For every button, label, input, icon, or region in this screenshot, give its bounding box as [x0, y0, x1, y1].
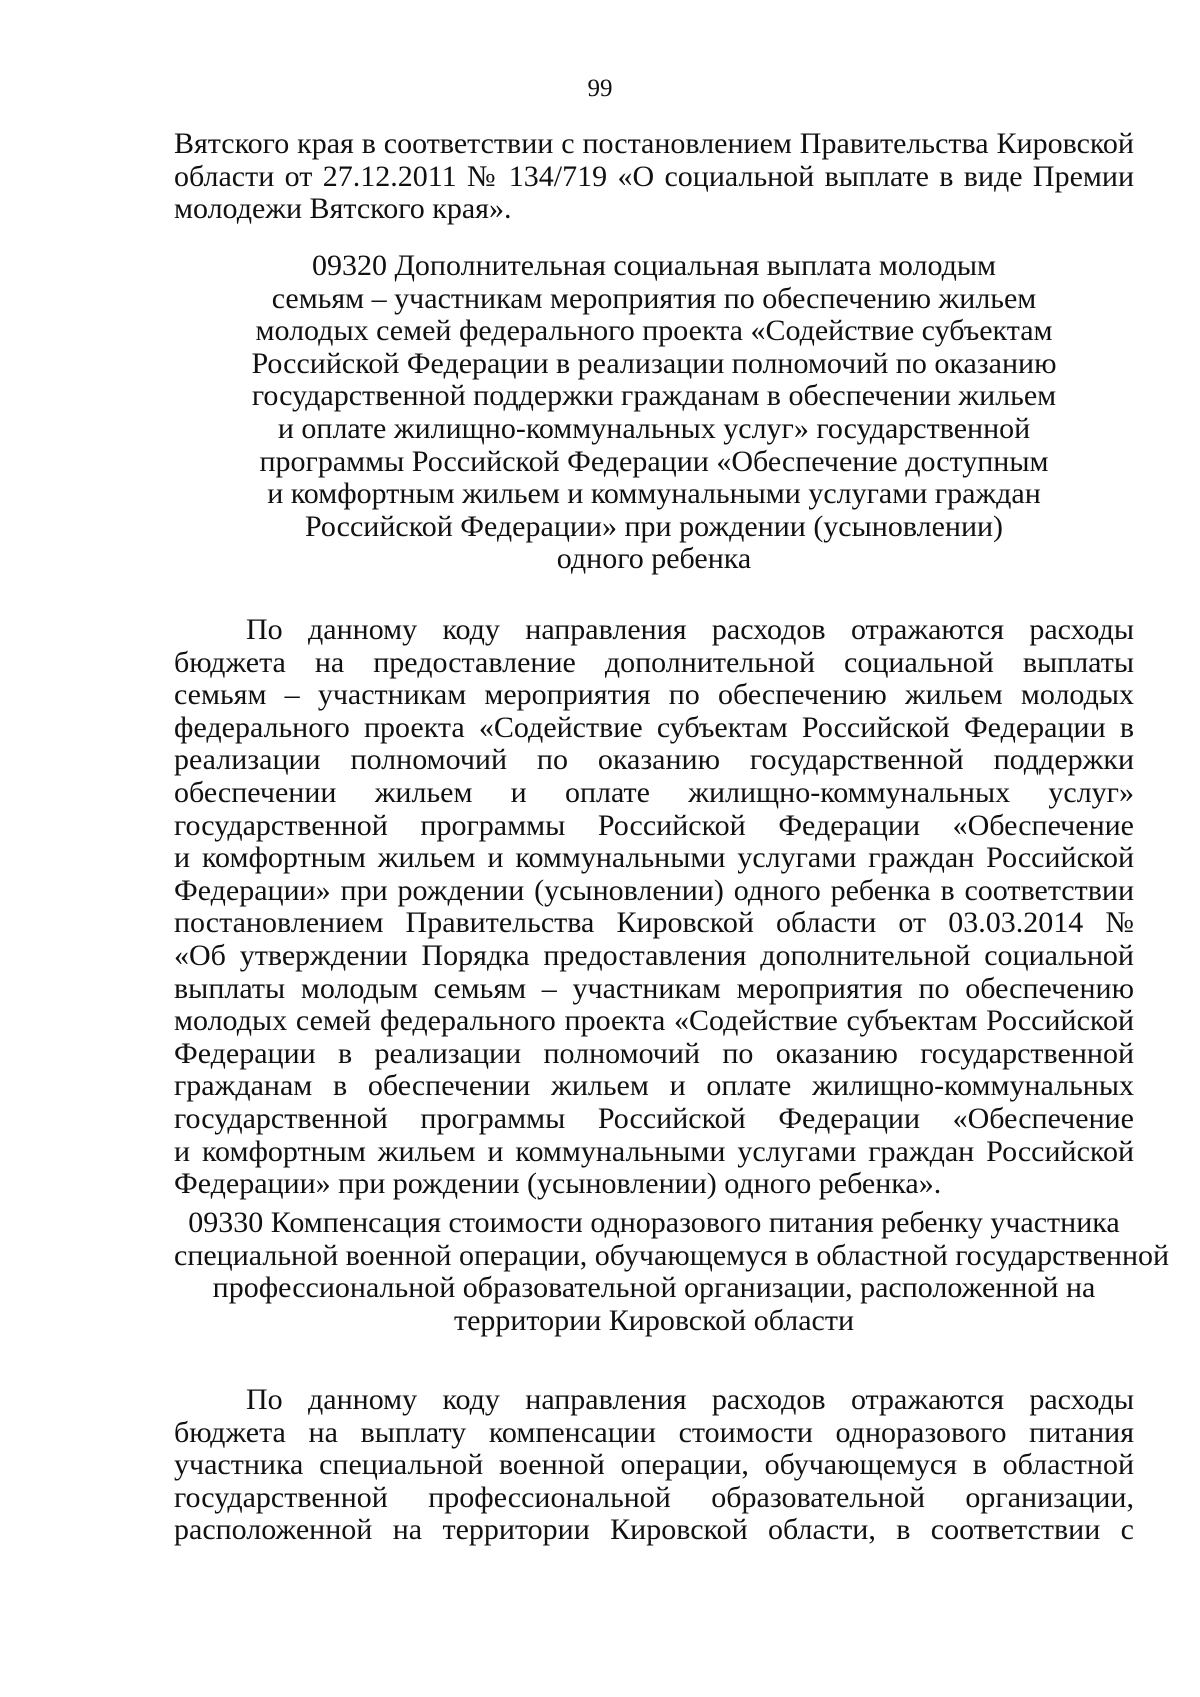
text-line: области от 27.12.2011 № 134/719 «О социальной выплате в виде Премии	[174, 160, 1134, 193]
heading-line: семьям – участникам мероприятия по обеспечению жильем	[271, 281, 1037, 315]
text-line: молодежи Вятского края».	[174, 192, 512, 226]
heading-line: 09330 Компенсация стоимости одноразового питания ребенку участника	[188, 1206, 1120, 1239]
text-line: федерального проекта «Содействие субъектам Российской Федерации в	[174, 711, 1134, 744]
text-line: Федерации» при рождении (усыновлении) одного ребенка».	[174, 1167, 942, 1201]
heading-line: программы Российской Федерации «Обеспечение доступным	[259, 444, 1049, 478]
text-line: государственной программы Российской Федерации «Обеспечение	[174, 1102, 1134, 1135]
text-line: Федерации в реализации полномочий по оказанию государственной	[174, 1037, 1134, 1070]
text-line: По данному коду направления расходов отражаются расходы	[246, 1384, 1134, 1416]
intro-paragraph	[174, 128, 1134, 226]
heading-line: территории Кировской области	[453, 1303, 855, 1337]
text-line: По данному коду направления расходов отражаются расходы	[246, 614, 1134, 646]
text-line: и комфортным жильем и коммунальными услугами граждан Российской	[174, 842, 1134, 875]
heading-line: специальной военной операции, обучающемуся в областной государственной	[174, 1238, 1170, 1272]
text-line: семьям – участникам мероприятия по обеспечению жильем молодых	[174, 679, 1134, 712]
text-line: бюджета на выплату компенсации стоимости одноразового питания	[174, 1416, 1134, 1449]
text-line: государственной программы Российской Федерации «Обеспечение	[174, 809, 1134, 842]
heading-line: профессиональной образовательной организации, расположенной на	[212, 1271, 1096, 1305]
section-paragraph-09330	[174, 1384, 1134, 1547]
text-line: постановлением Правительства Кировской области от 03.03.2014 №	[174, 907, 1134, 940]
text-line: молодых семей федерального проекта «Содействие субъектам Российской	[174, 1005, 1134, 1038]
text-line: участника специальной военной операции, обучающемуся в областной	[174, 1449, 1134, 1482]
text-line: реализации полномочий по оказанию государственной поддержки	[174, 744, 1134, 777]
text-line: государственной профессиональной образовательной организации,	[174, 1481, 1134, 1514]
text-line: бюджета на предоставление дополнительной социальной выплаты	[174, 646, 1134, 679]
section-paragraph-09320	[174, 614, 1134, 1201]
text-line: расположенной на территории Кировской области, в соответствии с	[174, 1514, 1134, 1547]
heading-line: и оплате жилищно-коммунальных услуг» государственной	[277, 411, 1031, 445]
section-heading-09330	[174, 1206, 1170, 1337]
heading-line: и комфортным жильем и коммунальными услугами граждан	[267, 477, 1041, 511]
text-line: Федерации» при рождении (усыновлении) одного ребенка в соответствии	[174, 874, 1134, 907]
heading-line: государственной поддержки гражданам в обеспечении жильем	[251, 379, 1057, 413]
text-line: Вятского края в соответствии с постановлением Правительства Кировской	[174, 128, 1134, 160]
text-line: гражданам в обеспечении жильем и оплате жилищно-коммунальных	[174, 1070, 1134, 1103]
heading-line: Российской Федерации в реализации полномочий по оказанию	[251, 346, 1057, 380]
text-line: обеспечении жильем и оплате жилищно-коммунальных услуг»	[174, 776, 1134, 809]
heading-line: 09320 Дополнительная социальная выплата молодым	[311, 249, 997, 282]
heading-line: одного ребенка	[556, 542, 752, 576]
heading-line: Российской Федерации» при рождении (усыновлении)	[304, 509, 1004, 543]
page-number: 99	[587, 75, 613, 102]
heading-line: молодых семей федерального проекта «Содействие субъектам	[255, 314, 1053, 348]
text-line: выплаты молодым семьям – участникам мероприятия по обеспечению	[174, 972, 1134, 1005]
text-line: и комфортным жильем и коммунальными услугами граждан Российской	[174, 1135, 1134, 1168]
text-line: «Об утверждении Порядка предоставления дополнительной социальной	[174, 939, 1134, 972]
section-heading-09320	[174, 250, 1134, 576]
